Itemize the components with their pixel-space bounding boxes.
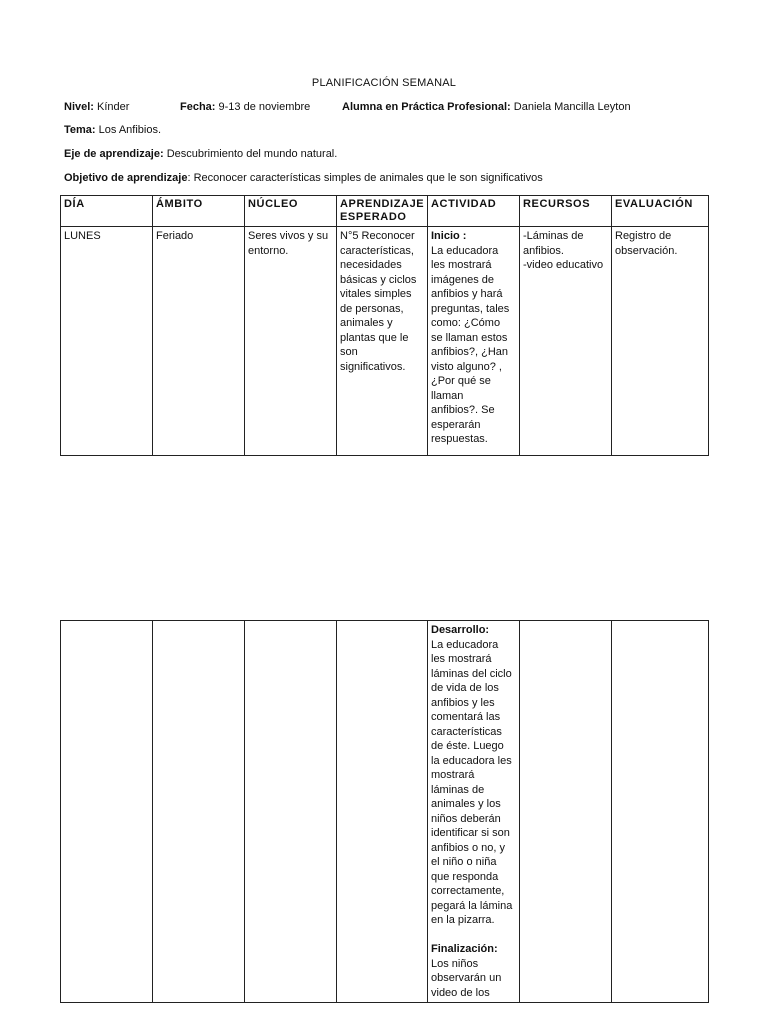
text-line: comentará las (431, 711, 501, 723)
actividad-inicio-text (431, 244, 515, 447)
text-line: mostrará (431, 769, 475, 781)
nivel-label: Nivel: (64, 101, 94, 113)
text-line: de vida de los (431, 682, 499, 694)
objetivo-line (64, 172, 543, 184)
text-line: que responda (431, 870, 499, 883)
nivel-value: Kínder (97, 101, 130, 113)
planning-table (60, 195, 709, 456)
text-line: características (431, 725, 502, 738)
cell-nucleo (245, 227, 337, 456)
text-line: se llaman estos (431, 331, 508, 344)
tema-value: Los Anfibios. (98, 124, 162, 136)
text-line: ¿Por qué se (431, 375, 491, 387)
actividad-desarrollo-text (431, 638, 515, 928)
table-header-row (61, 196, 709, 227)
text-line: -video educativo (523, 259, 604, 271)
text-line: plantas que le (340, 331, 409, 344)
text-line: Registro de (615, 230, 672, 242)
cell-evaluacion-empty (612, 621, 709, 1003)
text-line: La educadora (431, 638, 499, 651)
actividad-desarrollo-heading: Desarrollo: (431, 624, 490, 636)
objetivo-value: : Reconocer características simples de animales que le son significativos (187, 172, 543, 184)
header-ambito: ÁMBITO (153, 196, 245, 227)
text-line: como: ¿Cómo (431, 317, 501, 329)
page-title: PLANIFICACIÓN SEMANAL (311, 77, 457, 89)
alumna-field (342, 101, 631, 113)
cell-aprendizaje-empty (337, 621, 428, 1003)
table-row (61, 227, 709, 456)
text-line: imágenes de (431, 273, 494, 286)
text-line: Seres vivos y su (248, 230, 329, 242)
text-line: son (340, 346, 358, 358)
header-recursos: RECURSOS (520, 196, 612, 227)
text-line: les mostrará (431, 259, 492, 271)
text-line: observación. (615, 244, 678, 257)
text-line: correctamente, (431, 885, 505, 897)
cell-ambito: Feriado (153, 227, 245, 456)
text-line: láminas del ciclo (431, 667, 512, 680)
text-line: de personas, (340, 302, 404, 315)
actividad-finalizacion-text (431, 957, 515, 1001)
nivel-field (64, 101, 129, 113)
text-line: preguntas, tales (431, 302, 510, 315)
header-evaluacion: EVALUACIÓN (612, 196, 709, 227)
cell-nucleo-empty (245, 621, 337, 1003)
alumna-value: Daniela Mancilla Leyton (513, 101, 631, 113)
cell-actividad (428, 227, 520, 456)
header-actividad: ACTIVIDAD (428, 196, 520, 227)
cell-recursos-empty (520, 621, 612, 1003)
cell-actividad-cont (428, 621, 520, 1003)
eje-label: Eje de aprendizaje: (64, 148, 164, 160)
tema-line (64, 124, 161, 136)
text-line: anfibios?. Se (431, 404, 495, 416)
tema-label: Tema: (64, 124, 96, 136)
text-line: respuestas. (431, 433, 488, 445)
text-line: láminas de (431, 783, 485, 796)
paragraph-gap (431, 928, 515, 943)
eje-value: Descubrimiento del mundo natural. (166, 148, 338, 160)
text-line: la educadora les (431, 754, 512, 767)
table-row (61, 621, 709, 1003)
cell-evaluacion (612, 227, 709, 456)
text-line: visto alguno? , (431, 360, 502, 373)
text-line: básicas y ciclos (340, 273, 417, 286)
text-line: niños deberán (431, 812, 501, 825)
cell-dia: LUNES (61, 227, 153, 456)
text-line: La educadora (431, 244, 499, 257)
text-line: identificar si son (431, 827, 510, 839)
header-line-1 (64, 101, 704, 115)
planning-table-continued (60, 620, 709, 1003)
text-line: anfibios?, ¿Han (431, 346, 509, 358)
fecha-label: Fecha: (180, 101, 216, 113)
text-line: de éste. Luego (431, 740, 504, 752)
text-line: llaman (431, 389, 464, 402)
text-line: animales y (340, 317, 393, 329)
header-aprendizaje: APRENDIZAJE ESPERADO (337, 196, 428, 227)
cell-aprendizaje (337, 227, 428, 456)
text-line: entorno. (248, 244, 289, 257)
eje-line (64, 148, 337, 160)
fecha-field (180, 101, 310, 113)
actividad-inicio-heading: Inicio : (431, 230, 467, 242)
text-line: les mostrará (431, 653, 492, 665)
header-nucleo: NÚCLEO (245, 196, 337, 227)
text-line: características, (340, 244, 414, 257)
text-line: -Láminas de (523, 230, 584, 242)
text-line: significativos. (340, 360, 406, 373)
text-line: necesidades (340, 259, 402, 271)
cell-ambito-empty (153, 621, 245, 1003)
text-line: anfibios o no, y (431, 841, 505, 854)
text-line: vitales simples (340, 288, 412, 300)
text-line: esperarán (431, 418, 481, 431)
alumna-label: Alumna en Práctica Profesional: (342, 101, 511, 113)
header-dia: DÍA (61, 196, 153, 227)
text-line: animales y los (431, 798, 501, 810)
text-line: en la pizarra. (431, 914, 495, 926)
text-line: anfibios y les (431, 696, 495, 709)
text-line: el niño o niña (431, 856, 497, 868)
text-line: observarán un (431, 972, 502, 984)
objetivo-label: Objetivo de aprendizaje (64, 172, 188, 184)
text-line: N°5 Reconocer (340, 230, 415, 242)
text-line: anfibios y hará (431, 288, 503, 300)
fecha-value: 9-13 de noviembre (218, 101, 311, 113)
actividad-finalizacion-heading: Finalización: (431, 943, 498, 955)
text-line: pegará la lámina (431, 899, 513, 912)
text-line: anfibios. (523, 244, 564, 257)
text-line: video de los (431, 986, 490, 999)
cell-dia-empty (61, 621, 153, 1003)
text-line: Los niños (431, 957, 479, 970)
cell-recursos (520, 227, 612, 456)
